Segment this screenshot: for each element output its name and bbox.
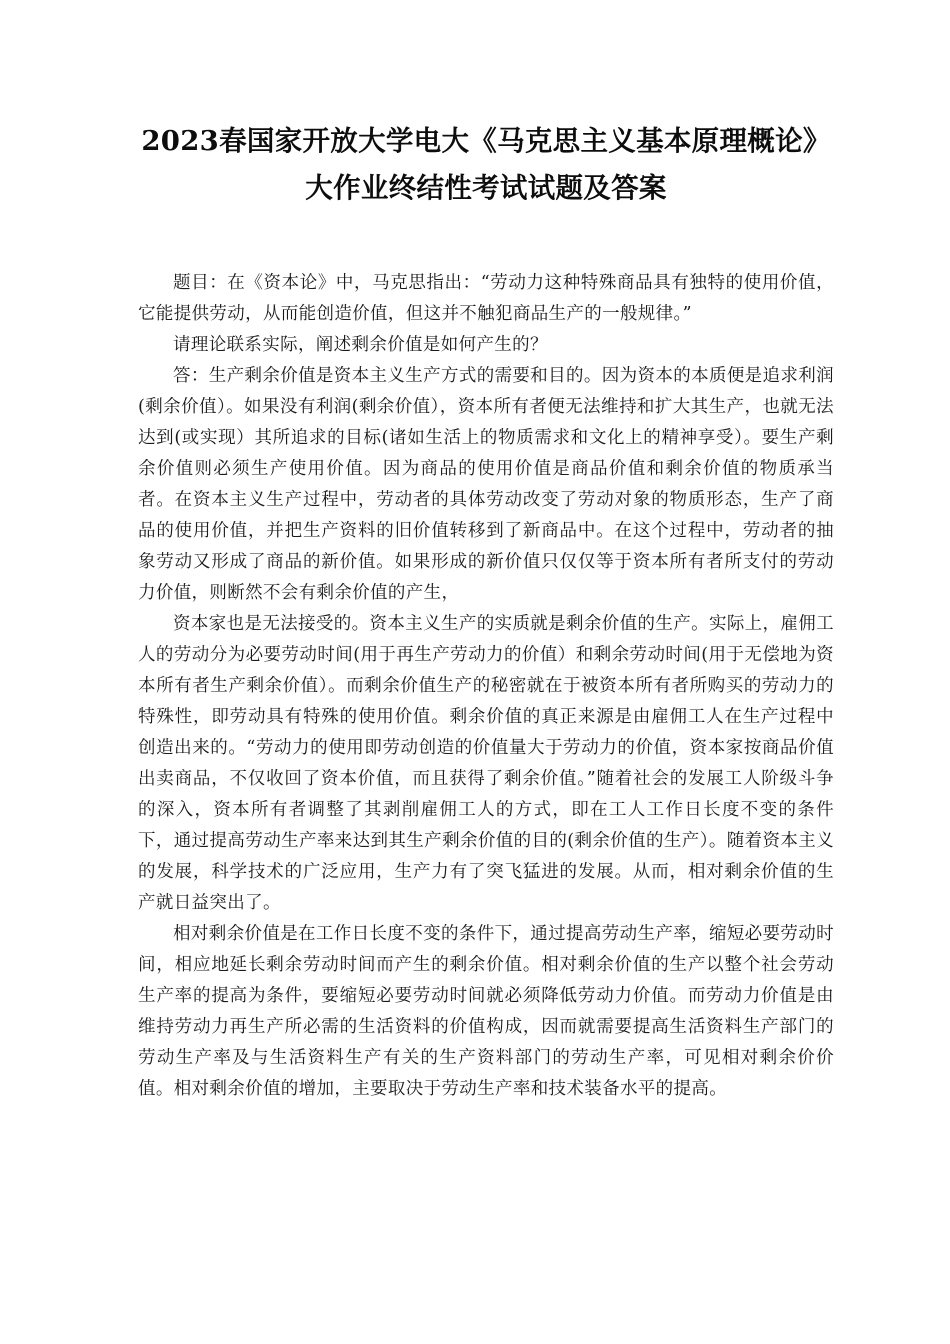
answer-paragraph-3: 相对剩余价值是在工作日长度不变的条件下，通过提高劳动生产率，缩短必要劳动时间，相应地延长剩余劳动时间而产生的剩余价值。相对剩余价值的生产以整个社会劳动生产率的提高为条件，要缩短必要劳动时间就必须降低劳动力价值。而劳动力价值是由维持劳动力再生产所必需的生活资料的价值构成，因而就需要提高生活资料生产部门的劳动生产率及与生活资料生产有关的生产资料部门的劳动生产率，可见相对剩余价价值。相对剩余价值的增加，主要取决于劳动生产率和技术装备水平的提高。	[138, 924, 834, 1099]
title-line-1: 2023春国家开放大学电大《马克思主义基本原理概论》	[141, 125, 831, 157]
title-line-2: 大作业终结性考试试题及答案	[305, 172, 667, 204]
question-prompt-paragraph: 请理论联系实际，阐述剩余价值是如何产生的？	[173, 335, 548, 355]
question-paragraph: 题目：在《资本论》中，马克思指出：“劳动力这种特殊商品具有独特的使用价值，它能提供劳动，从而能创造价值，但这并不触犯商品生产的一般规律。”	[138, 273, 834, 324]
answer-paragraph-2: 资本家也是无法接受的。资本主义生产的实质就是剩余价值的生产。实际上，雇佣工人的劳动分为必要劳动时间(用于再生产劳动力的价值）和剩余劳动时间(用于无偿地为资本所有者生产剩余价值）。而剩余价值生产的秘密就在于被资本所有者所购买的劳动力的特殊性，即劳动具有特殊的使用价值。剩余价值的真正来源是由雇佣工人在生产过程中创造出来的。“劳动力的使用即劳动创造的价值量大于劳动力的价值，资本家按商品价值出卖商品，不仅收回了资本价值，而且获得了剩余价值。”随着社会的发展工人阶级斗争的深入，资本所有者调整了其剥削雇佣工人的方式，即在工人工作日长度不变的条件下，通过提高劳动生产率来达到其生产剩余价值的目的(剩余价值的生产）。随着资本主义的发展，科学技术的广泛应用，生产力有了突飞猛进的发展。从而，相对剩余价值的生产就日益突出了。	[138, 614, 834, 913]
document-title	[138, 118, 834, 212]
document-body	[138, 268, 834, 1105]
answer-paragraph-1: 答：生产剩余价值是资本主义生产方式的需要和目的。因为资本的本质便是追求利润(剩余价值）。如果没有利润(剩余价值），资本所有者便无法维持和扩大其生产，也就无法达到(或实现）其所追求的目标(诸如生活上的物质需求和文化上的精神享受）。要生产剩余价值则必须生产使用价值。因为商品的使用价值是商品价值和剩余价值的物质承当者。在资本主义生产过程中，劳动者的具体劳动改变了劳动对象的物质形态，生产了商品的使用价值，并把生产资料的旧价值转移到了新商品中。在这个过程中，劳动者的抽象劳动又形成了商品的新价值。如果形成的新价值只仅仅等于资本所有者所支付的劳动力价值，则断然不会有剩余价值的产生，	[138, 366, 834, 603]
